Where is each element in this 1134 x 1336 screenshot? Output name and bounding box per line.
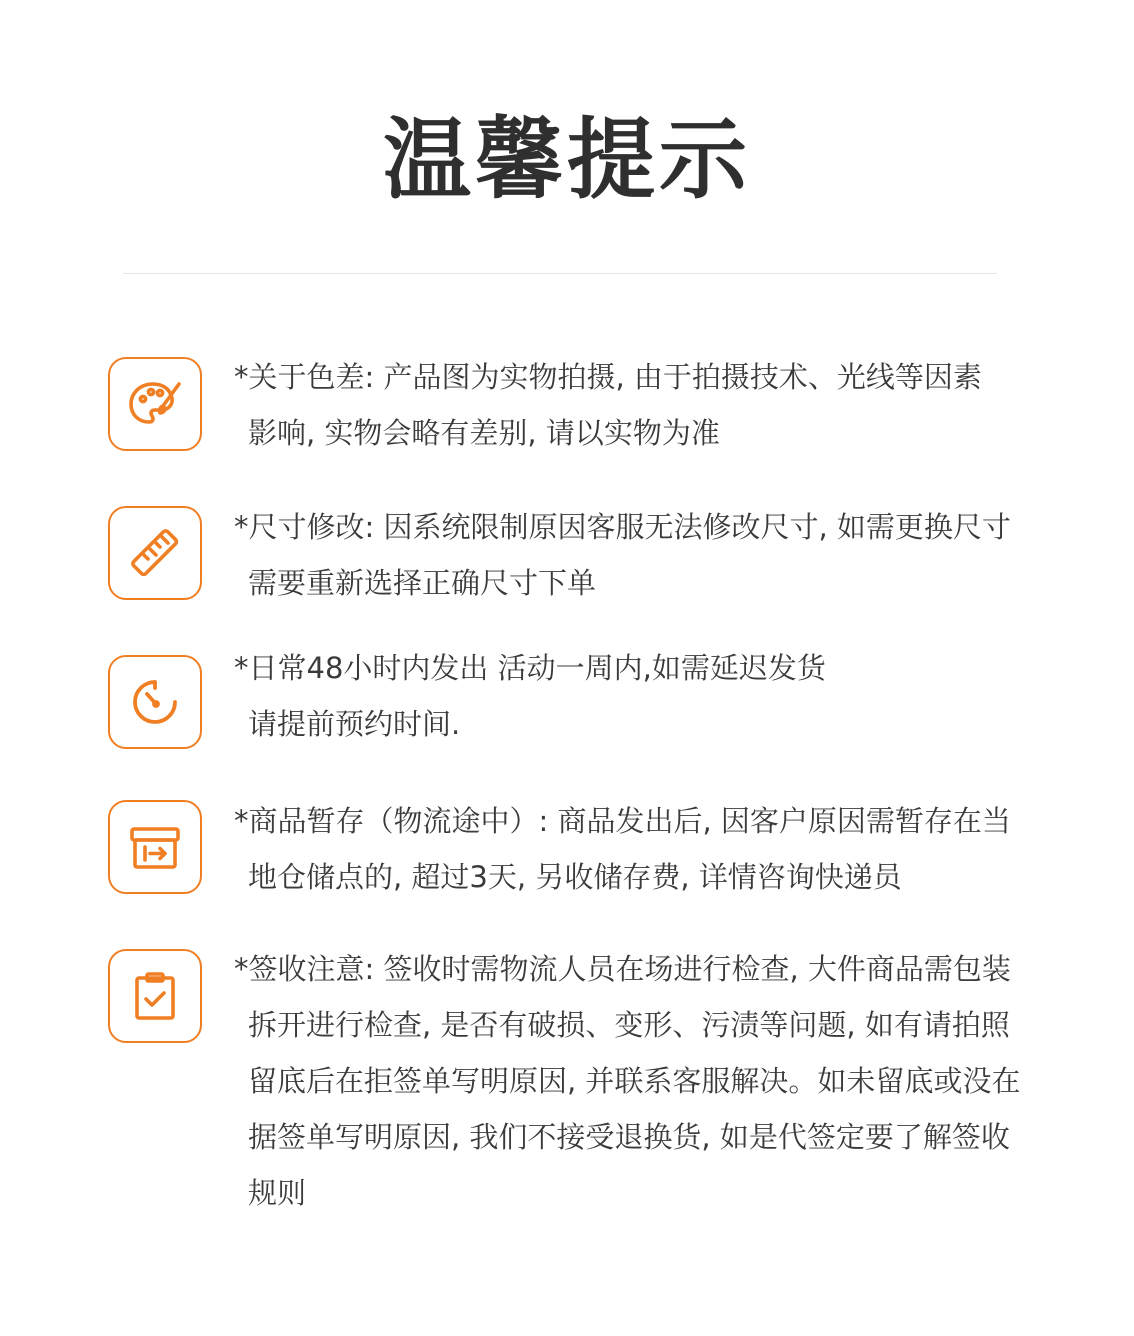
tip-shipping-time	[234, 640, 826, 752]
tip-line: *关于色差: 产品图为实物拍摄, 由于拍摄技术、光线等因素	[234, 360, 982, 394]
tip-line: *签收注意: 签收时需物流人员在场进行检查, 大件商品需包装	[234, 952, 1011, 986]
tip-line: 规则	[248, 1176, 307, 1210]
tip-storage	[234, 793, 1011, 905]
page-title: 温馨提示	[382, 108, 751, 211]
tip-line: 留底后在拒签单写明原因, 并联系客服解决。如未留底或没在	[248, 1064, 1021, 1098]
tip-line: 地仓储点的, 超过3天, 另收储存费, 详情咨询快递员	[248, 860, 902, 894]
tip-size-change	[234, 499, 1011, 611]
tip-icon-box-size	[108, 506, 202, 600]
clipboard-check-icon	[123, 964, 187, 1028]
tip-line: *商品暂存（物流途中）: 商品发出后, 因客户原因需暂存在当	[234, 804, 1011, 838]
tip-signing	[234, 941, 1020, 1221]
tip-icon-box-shipping	[108, 655, 202, 749]
package-icon	[123, 815, 187, 879]
tip-icon-box-color	[108, 357, 202, 451]
tip-icon-box-signing	[108, 949, 202, 1043]
tip-line: 据签单写明原因, 我们不接受退换货, 如是代签定要了解签收	[248, 1120, 1010, 1154]
tip-line: *日常48小时内发出 活动一周内,如需延迟发货	[234, 651, 826, 685]
tip-line: 需要重新选择正确尺寸下单	[248, 566, 597, 600]
tip-line: *尺寸修改: 因系统限制原因客服无法修改尺寸, 如需更换尺寸	[234, 510, 1011, 544]
title-divider	[123, 273, 997, 274]
tip-icon-box-storage	[108, 800, 202, 894]
tip-line: 拆开进行检查, 是否有破损、变形、污渍等问题, 如有请拍照	[248, 1008, 1010, 1042]
timer-icon	[123, 670, 187, 734]
tip-line: 请提前预约时间.	[248, 707, 461, 741]
palette-icon	[123, 372, 187, 436]
tip-color-difference	[234, 349, 982, 461]
tip-line: 影响, 实物会略有差别, 请以实物为准	[248, 416, 720, 450]
ruler-icon	[123, 521, 187, 585]
